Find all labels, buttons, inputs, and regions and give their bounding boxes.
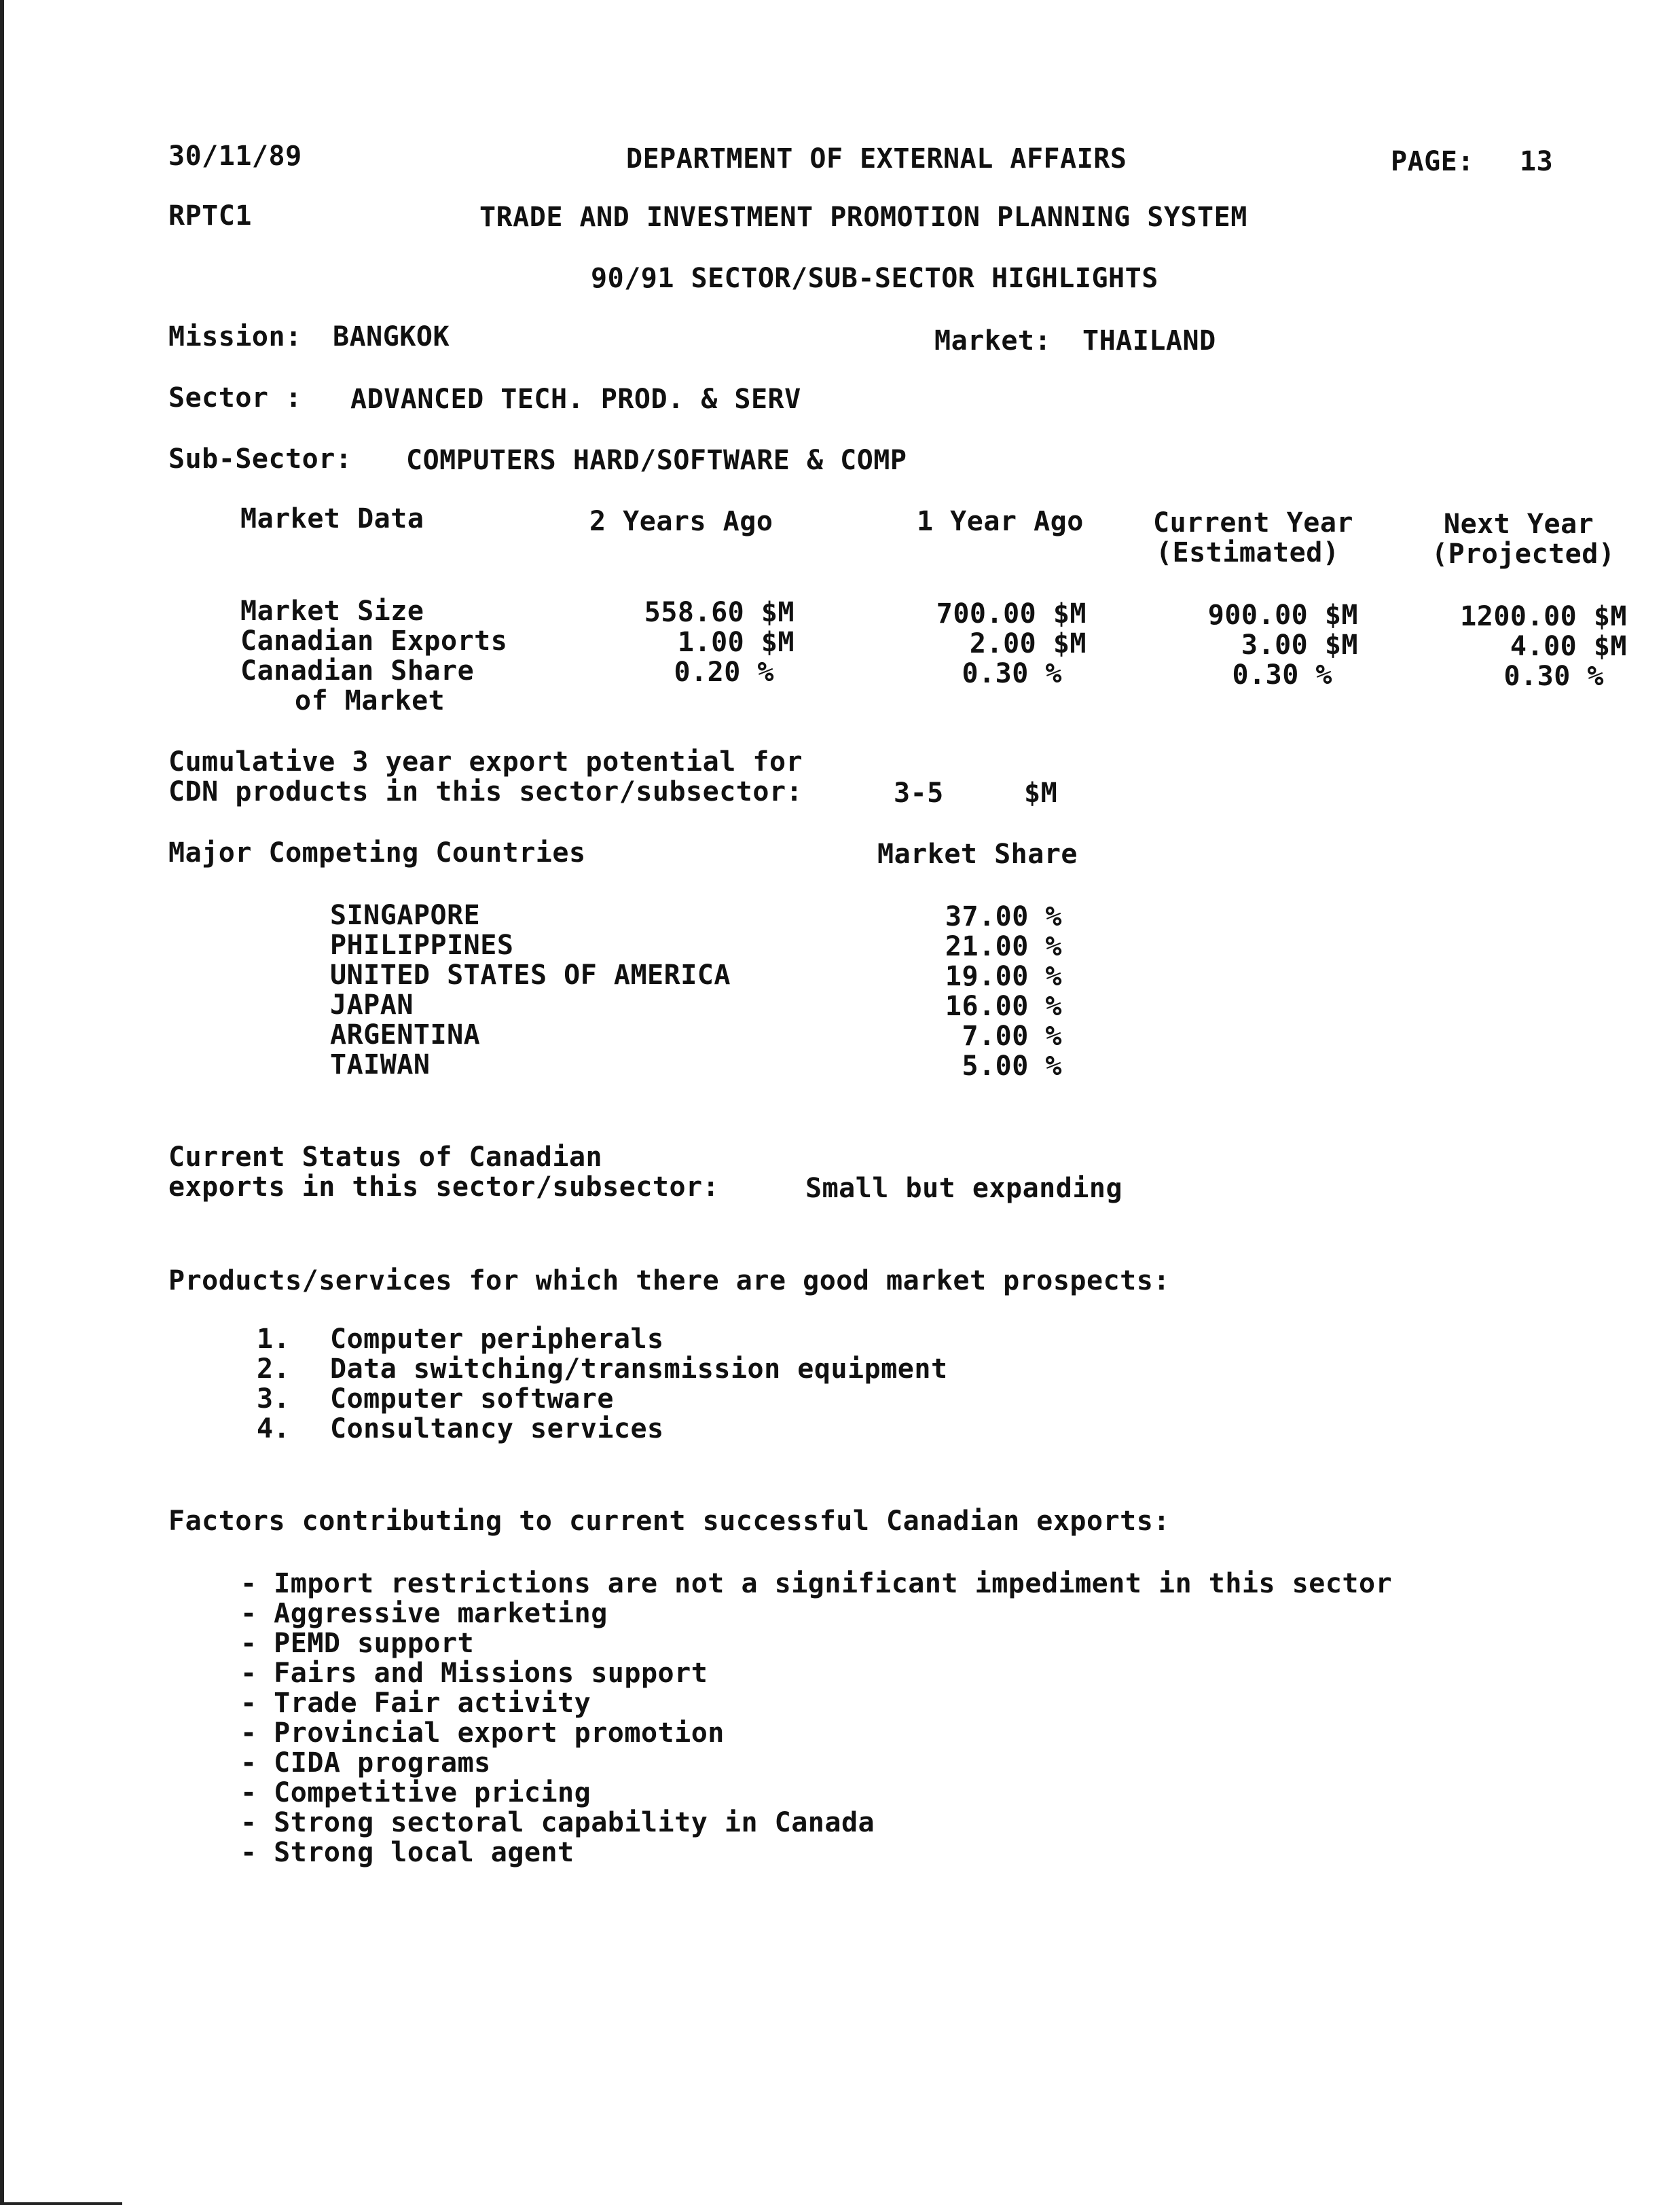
system-title: TRADE AND INVESTMENT PROMOTION PLANNING SYSTEM bbox=[479, 202, 1247, 233]
competitor-share: 37.00 % bbox=[945, 901, 1062, 932]
prospect-item: Data switching/transmission equipment bbox=[330, 1353, 948, 1385]
table-header-market-data: Market Data bbox=[240, 503, 424, 534]
market-label: Market: bbox=[934, 325, 1052, 357]
mission-label: Mission: bbox=[168, 321, 302, 352]
competitor-country: JAPAN bbox=[330, 989, 414, 1021]
row-label-market-size: Market Size bbox=[240, 596, 424, 627]
department-title: DEPARTMENT OF EXTERNAL AFFAIRS bbox=[626, 143, 1127, 175]
mission-value: BANGKOK bbox=[333, 321, 450, 352]
cell-exports-next: 4.00 $M bbox=[1510, 631, 1627, 662]
competitor-share: 7.00 % bbox=[962, 1021, 1062, 1052]
sector-value: ADVANCED TECH. PROD. & SERV bbox=[350, 384, 801, 415]
factor-item: - Strong local agent bbox=[240, 1837, 574, 1868]
report-date: 30/11/89 bbox=[168, 141, 302, 172]
cell-market-size-current: 900.00 $M bbox=[1207, 600, 1358, 631]
competitor-share: 16.00 % bbox=[945, 991, 1062, 1022]
competitors-heading: Major Competing Countries bbox=[168, 837, 586, 869]
prospect-number: 4. bbox=[257, 1413, 291, 1444]
factor-item: - Trade Fair activity bbox=[240, 1688, 591, 1719]
sector-label: Sector : bbox=[168, 382, 302, 414]
row-label-of-market: of Market bbox=[295, 685, 445, 716]
row-label-canadian-exports: Canadian Exports bbox=[240, 625, 508, 657]
cell-exports-current: 3.00 $M bbox=[1241, 630, 1358, 661]
factor-item: - Aggressive marketing bbox=[240, 1598, 608, 1629]
market-share-heading: Market Share bbox=[877, 839, 1078, 870]
page-number: 13 bbox=[1520, 146, 1554, 177]
status-value: Small but expanding bbox=[805, 1173, 1123, 1204]
factor-item: - Fairs and Missions support bbox=[240, 1658, 708, 1689]
factor-item: - CIDA programs bbox=[240, 1747, 491, 1779]
cell-market-size-2y: 558.60 $M bbox=[644, 597, 795, 628]
competitor-country: UNITED STATES OF AMERICA bbox=[330, 960, 731, 991]
export-potential-line1: Cumulative 3 year export potential for bbox=[168, 746, 803, 778]
subsector-value: COMPUTERS HARD/SOFTWARE & COMP bbox=[406, 445, 907, 476]
table-header-1-year-ago: 1 Year Ago bbox=[917, 506, 1084, 537]
competitor-share: 5.00 % bbox=[962, 1051, 1062, 1082]
table-header-projected: (Projected) bbox=[1431, 539, 1615, 570]
competitor-share: 21.00 % bbox=[945, 931, 1062, 962]
competitor-country: PHILIPPINES bbox=[330, 930, 514, 961]
factor-item: - Strong sectoral capability in Canada bbox=[240, 1807, 875, 1838]
report-code: RPTC1 bbox=[168, 200, 252, 232]
status-line2: exports in this sector/subsector: bbox=[168, 1171, 720, 1203]
cell-share-1y: 0.30 % bbox=[962, 658, 1062, 689]
report-title: 90/91 SECTOR/SUB-SECTOR HIGHLIGHTS bbox=[591, 263, 1158, 294]
factor-item: - Competitive pricing bbox=[240, 1777, 591, 1808]
cell-exports-1y: 2.00 $M bbox=[969, 628, 1086, 659]
scan-edge-left bbox=[0, 0, 4, 2205]
factor-item: - Provincial export promotion bbox=[240, 1717, 725, 1749]
competitor-country: ARGENTINA bbox=[330, 1019, 481, 1051]
prospect-item: Consultancy services bbox=[330, 1413, 664, 1444]
page-label: PAGE: bbox=[1391, 146, 1474, 177]
factor-item: - Import restrictions are not a significant impediment in this sector bbox=[240, 1568, 1393, 1599]
factor-item: - PEMD support bbox=[240, 1628, 475, 1659]
prospect-number: 1. bbox=[257, 1324, 291, 1355]
cell-exports-2y: 1.00 $M bbox=[677, 627, 795, 658]
prospects-heading: Products/services for which there are good market prospects: bbox=[168, 1265, 1170, 1296]
competitor-share: 19.00 % bbox=[945, 961, 1062, 992]
prospect-item: Computer peripherals bbox=[330, 1324, 664, 1355]
scan-edge-bottom bbox=[0, 2202, 122, 2205]
cell-share-2y: 0.20 % bbox=[674, 657, 774, 688]
cell-market-size-1y: 700.00 $M bbox=[936, 598, 1086, 630]
table-header-2-years-ago: 2 Years Ago bbox=[589, 506, 773, 537]
table-header-estimated: (Estimated) bbox=[1156, 537, 1340, 568]
table-header-next-year: Next Year bbox=[1444, 509, 1594, 540]
export-potential-unit: $M bbox=[1024, 778, 1058, 809]
export-potential-line2: CDN products in this sector/subsector: bbox=[168, 776, 803, 807]
prospect-item: Computer software bbox=[330, 1383, 614, 1415]
competitor-country: SINGAPORE bbox=[330, 900, 481, 931]
cell-share-current: 0.30 % bbox=[1232, 659, 1332, 691]
cell-market-size-next: 1200.00 $M bbox=[1460, 601, 1627, 632]
prospect-number: 3. bbox=[257, 1383, 291, 1415]
factors-heading: Factors contributing to current successful Canadian exports: bbox=[168, 1506, 1170, 1537]
subsector-label: Sub-Sector: bbox=[168, 443, 352, 475]
status-line1: Current Status of Canadian bbox=[168, 1142, 603, 1173]
cell-share-next: 0.30 % bbox=[1503, 661, 1604, 692]
competitor-country: TAIWAN bbox=[330, 1049, 431, 1080]
export-potential-value: 3-5 bbox=[894, 778, 944, 809]
prospect-number: 2. bbox=[257, 1353, 291, 1385]
row-label-canadian-share: Canadian Share bbox=[240, 655, 475, 687]
market-value: THAILAND bbox=[1082, 325, 1216, 357]
table-header-current-year: Current Year bbox=[1153, 507, 1353, 539]
